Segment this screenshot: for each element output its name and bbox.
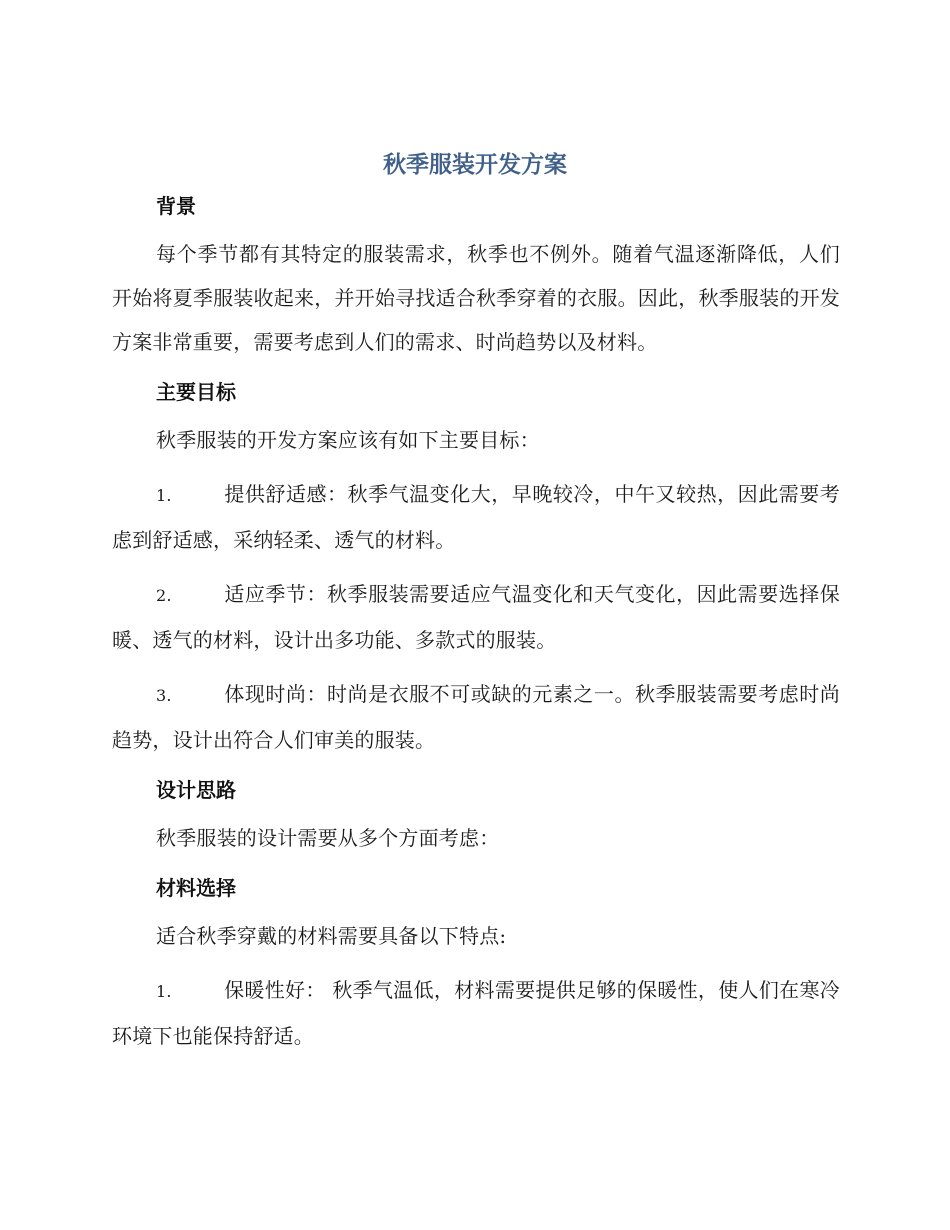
list-item-text: 提供舒适感：秋季气温变化大，早晚较冷，中午又较热，因此需要考虑到舒适感，采纳轻柔、透气的材料。 [112, 482, 840, 552]
list-item [112, 572, 840, 662]
document-title: 秋季服装开发方案 [383, 152, 567, 178]
list-item-text: 保暖性好： 秋季气温低，材料需要提供足够的保暖性，使人们在寒冷环境下也能保持舒适。 [112, 978, 840, 1048]
list-item-text: 适应季节：秋季服装需要适应气温变化和天气变化，因此需要选择保暖、透气的材料，设计出多功能、多款式的服装。 [112, 582, 840, 652]
list-item-number: 1. [156, 486, 172, 505]
list-item-number: 2. [156, 586, 172, 605]
list-item [112, 968, 840, 1058]
design-ideas-intro: 秋季服装的设计需要从多个方面考虑： [156, 826, 500, 850]
section-heading-background: 背景 [156, 194, 196, 218]
section-heading-material-selection: 材料选择 [156, 876, 236, 900]
list-item-number: 3. [156, 686, 172, 705]
main-goals-intro: 秋季服装的开发方案应该有如下主要目标： [156, 428, 540, 452]
background-paragraph: 每个季节都有其特定的服装需求，秋季也不例外。随着气温逐渐降低，人们开始将夏季服装收起来，并开始寻找适合秋季穿着的衣服。因此，秋季服装的开发方案非常重要，需要考虑到人们的需求、时尚趋势以及材料。 [112, 242, 840, 354]
section-heading-main-goals: 主要目标 [156, 380, 236, 404]
section-heading-design-ideas: 设计思路 [156, 778, 236, 802]
material-selection-intro: 适合秋季穿戴的材料需要具备以下特点: [156, 924, 507, 948]
list-item [112, 472, 840, 562]
document-body [112, 190, 840, 1058]
list-item [112, 672, 840, 762]
list-item-number: 1. [156, 982, 172, 1001]
list-item-text: 体现时尚：时尚是衣服不可或缺的元素之一。秋季服装需要考虑时尚趋势，设计出符合人们审美的服装。 [112, 682, 840, 752]
